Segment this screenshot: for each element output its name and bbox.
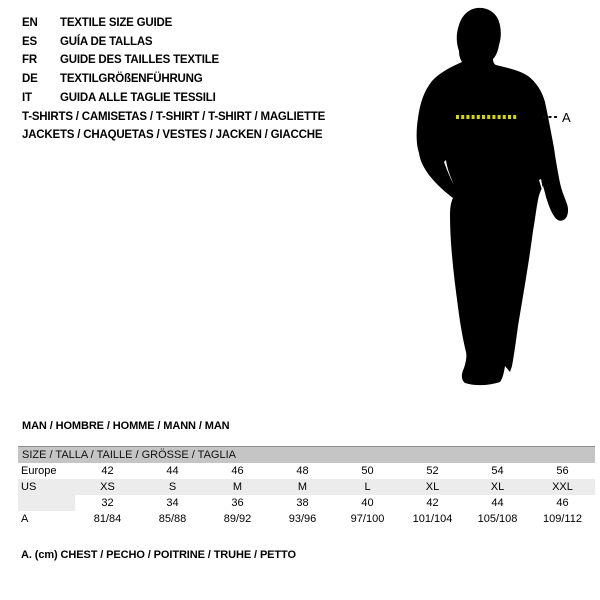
language-row-it bbox=[22, 88, 219, 107]
table-cell: 81/84 bbox=[93, 513, 122, 525]
table-cell: 97/100 bbox=[350, 513, 385, 525]
table-cell: 85/88 bbox=[158, 513, 187, 525]
language-list bbox=[22, 14, 219, 107]
language-row-es bbox=[22, 33, 219, 52]
size-table-header: SIZE / TALLA / TAILLE / GRÖSSE / TAGLIA bbox=[18, 446, 595, 463]
measure-label-a: A bbox=[562, 110, 571, 125]
row-label: US bbox=[21, 481, 37, 493]
garment-type-list bbox=[22, 109, 325, 144]
language-label: TEXTILE SIZE GUIDE bbox=[60, 17, 173, 30]
man-silhouette bbox=[417, 8, 568, 385]
table-cell: 54 bbox=[491, 465, 504, 477]
table-cell: XL bbox=[425, 481, 440, 493]
table-cell: 42 bbox=[426, 497, 439, 509]
language-row-en bbox=[22, 14, 219, 33]
measure-footnote: A. (cm) CHEST / PECHO / POITRINE / TRUHE / PETTO bbox=[21, 549, 296, 561]
table-cell: M bbox=[297, 481, 308, 493]
table-cell: 109/112 bbox=[543, 513, 582, 525]
garment-line-jackets: JACKETS / CHAQUETAS / VESTES / JACKEN / GIACCHE bbox=[22, 128, 323, 141]
table-cell: 42 bbox=[101, 465, 114, 477]
table-row-us bbox=[18, 479, 595, 495]
table-cell: 46 bbox=[231, 465, 244, 477]
language-row-de bbox=[22, 70, 219, 89]
table-cell: M bbox=[232, 481, 243, 493]
table-cell: 50 bbox=[361, 465, 374, 477]
garment-line-tshirts: T-SHIRTS / CAMISETAS / T-SHIRT / T-SHIRT / MAGLIETTE bbox=[22, 111, 326, 123]
language-label: TEXTILGRÖßENFÜHRUNG bbox=[60, 73, 203, 86]
table-cell: 36 bbox=[231, 497, 244, 509]
language-code: ES bbox=[22, 35, 37, 48]
table-cell: 34 bbox=[166, 497, 179, 509]
table-cell: S bbox=[168, 481, 177, 493]
table-cell: 44 bbox=[166, 465, 179, 477]
table-cell: XS bbox=[100, 481, 115, 493]
table-cell: 101/104 bbox=[412, 513, 453, 525]
table-cell: 105/108 bbox=[477, 513, 518, 525]
table-cell: 46 bbox=[556, 497, 569, 509]
table-cell: 44 bbox=[491, 497, 504, 509]
language-code: DE bbox=[22, 73, 38, 86]
table-cell: 52 bbox=[426, 465, 439, 477]
language-code: FR bbox=[22, 54, 37, 67]
table-row-us-numeric bbox=[18, 495, 595, 511]
language-row-fr bbox=[22, 51, 219, 70]
table-cell: 38 bbox=[296, 497, 309, 509]
language-label: GUIDA ALLE TAGLIE TESSILI bbox=[60, 91, 216, 104]
table-cell: L bbox=[364, 481, 371, 493]
table-cell: 93/96 bbox=[288, 513, 317, 525]
table-cell: 32 bbox=[101, 497, 114, 509]
table-row-chest bbox=[18, 511, 595, 527]
table-row-europe bbox=[18, 463, 595, 479]
table-cell: 40 bbox=[361, 497, 374, 509]
table-cell: 89/92 bbox=[223, 513, 252, 525]
language-label: GUIDE DES TAILLES TEXTILE bbox=[60, 54, 219, 67]
language-code: IT bbox=[22, 91, 32, 104]
table-cell: 48 bbox=[296, 465, 309, 477]
language-code: EN bbox=[22, 17, 38, 30]
section-title: MAN / HOMBRE / HOMME / MANN / MAN bbox=[22, 420, 230, 432]
size-table bbox=[18, 446, 595, 527]
table-cell: XL bbox=[490, 481, 505, 493]
language-label: GUÍA DE TALLAS bbox=[60, 35, 153, 48]
table-cell: 56 bbox=[556, 465, 569, 477]
row-label bbox=[18, 495, 75, 511]
row-label: Europe bbox=[21, 465, 57, 477]
table-cell: XXL bbox=[552, 481, 573, 493]
man-silhouette-figure bbox=[415, 5, 575, 390]
row-label: A bbox=[21, 513, 29, 525]
